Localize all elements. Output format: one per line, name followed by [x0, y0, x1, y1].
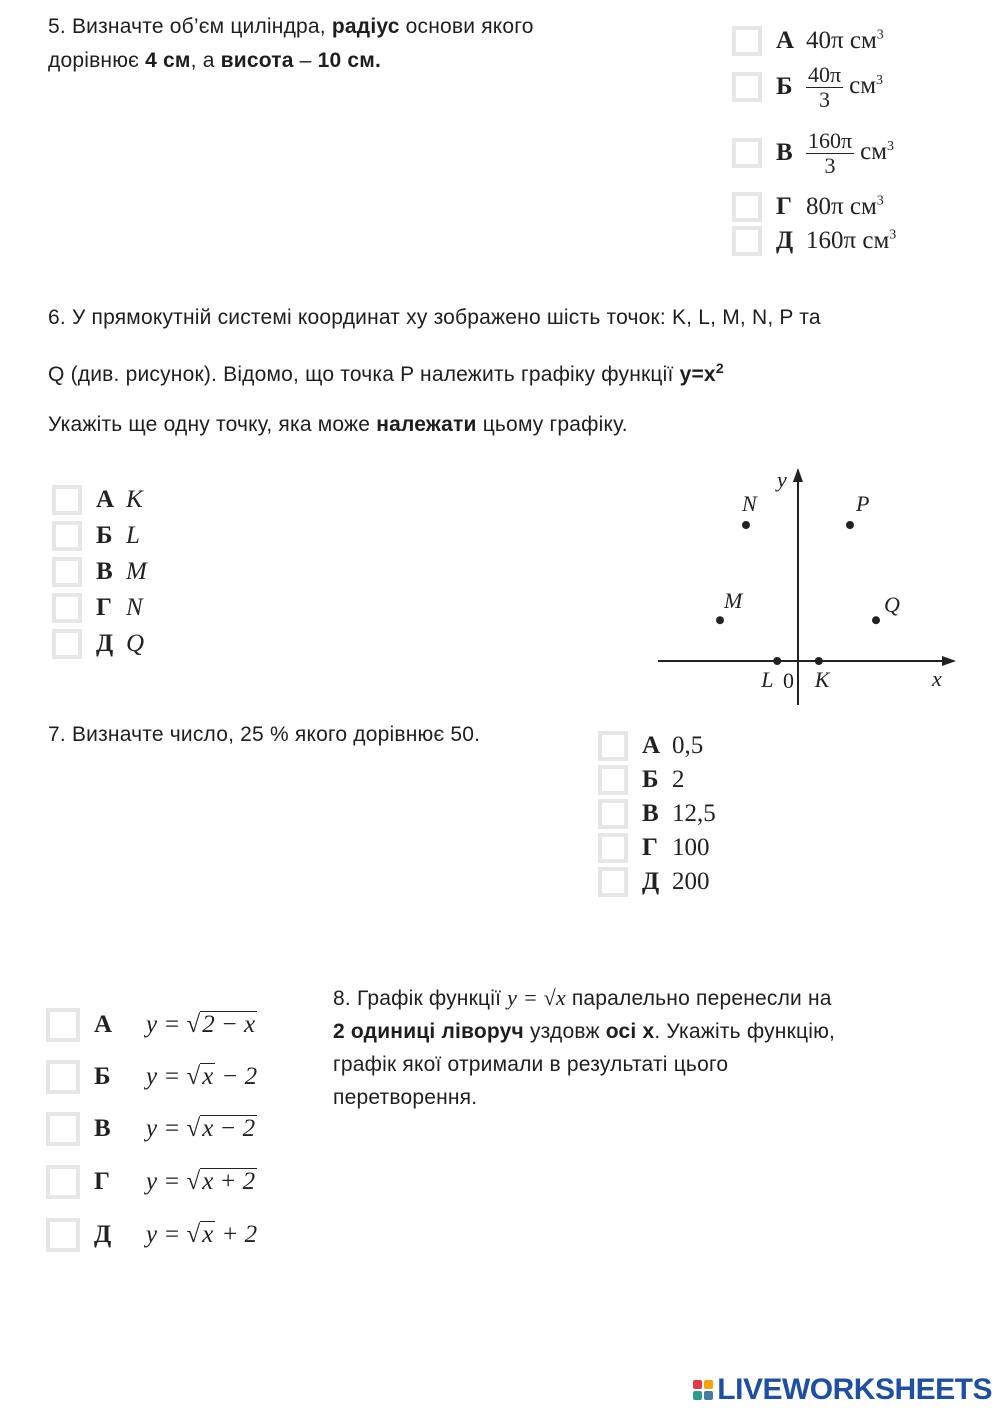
q8-option-g[interactable]: Г y = √x + 2	[46, 1165, 257, 1199]
logo-mark-icon	[693, 1380, 713, 1400]
q5-option-b[interactable]: Б $\frac{40\pi}{3}$ $см^3$	[732, 72, 883, 102]
checkbox[interactable]	[598, 731, 628, 761]
y-axis-label: y	[777, 467, 787, 492]
checkbox[interactable]	[46, 1165, 80, 1199]
point-label-p: P	[856, 491, 870, 516]
checkbox[interactable]	[732, 26, 762, 56]
q7-option-g[interactable]: Г 100	[598, 833, 710, 863]
checkbox[interactable]	[46, 1112, 80, 1146]
q6-text: 6. У прямокутній системі координат xy зображено шість точок: K, L, M, N, P та Q (див. рисунок). Відомо, що точка P належить графіку функції $y=x^2$ Укажіть ще одну точку, яка може належати цьому графіку.	[48, 306, 821, 436]
q8-text: 8. Графік функції y = √x паралельно перенесли на 2 одиниці ліворуч уздовж осі x. Укажіть функцію, графік якої отримали в результаті цього перетворення.	[333, 985, 836, 1109]
checkbox[interactable]	[52, 485, 82, 515]
q7-option-b[interactable]: Б 2	[598, 765, 685, 795]
point-p	[846, 521, 854, 529]
checkbox[interactable]	[732, 192, 762, 222]
checkbox[interactable]	[52, 521, 82, 551]
liveworksheets-logo: LIVEWORKSHEETS	[693, 1373, 992, 1407]
point-k	[815, 657, 823, 665]
q5-option-d[interactable]: Д 160π $см^3$	[732, 226, 896, 256]
point-label-k: K	[814, 667, 830, 692]
coordinate-plot	[650, 460, 970, 715]
checkbox[interactable]	[46, 1218, 80, 1252]
point-q	[872, 616, 880, 624]
checkbox[interactable]	[732, 226, 762, 256]
x-axis-label: x	[932, 666, 942, 691]
q7-option-a[interactable]: А 0,5	[598, 731, 703, 761]
point-label-n: N	[742, 491, 757, 516]
point-l	[773, 657, 781, 665]
q7-option-v[interactable]: В 12,5	[598, 799, 716, 829]
point-label-l: L	[761, 667, 774, 692]
origin-label: 0	[783, 668, 794, 693]
checkbox[interactable]	[732, 138, 762, 168]
checkbox[interactable]	[52, 593, 82, 623]
q6-option-v[interactable]: В M	[52, 557, 147, 587]
checkbox[interactable]	[46, 1008, 80, 1042]
checkbox[interactable]	[732, 72, 762, 102]
q5-option-v[interactable]: В $\frac{160\pi}{3}$ $см^3$	[732, 138, 894, 168]
point-label-q: Q	[884, 592, 900, 618]
q6-option-b[interactable]: Б L	[52, 521, 140, 551]
checkbox[interactable]	[598, 765, 628, 795]
q8-option-b[interactable]: Б y = √x − 2	[46, 1060, 257, 1094]
q8-option-v[interactable]: В y = √x − 2	[46, 1112, 257, 1146]
q7-option-d[interactable]: Д 200	[598, 867, 710, 897]
q5-option-a[interactable]: А 40π $см^3$	[732, 26, 884, 56]
q8-option-a[interactable]: А y = √2 − x	[46, 1008, 257, 1042]
q6-option-d[interactable]: Д Q	[52, 629, 144, 659]
checkbox[interactable]	[598, 799, 628, 829]
checkbox[interactable]	[52, 557, 82, 587]
point-n	[742, 521, 750, 529]
checkbox[interactable]	[52, 629, 82, 659]
q5-text: 5. Визначте об’єм циліндра, радіус основи якого дорівнює 4 см, а висота – 10 см.	[48, 15, 534, 72]
point-label-m: M	[724, 588, 743, 614]
q7-text: 7. Визначте число, 25 % якого дорівнює 50.	[48, 723, 481, 746]
checkbox[interactable]	[46, 1060, 80, 1094]
checkbox[interactable]	[598, 833, 628, 863]
point-m	[716, 616, 724, 624]
q6-option-a[interactable]: А K	[52, 485, 143, 515]
q6-option-g[interactable]: Г N	[52, 593, 143, 623]
q5-option-g[interactable]: Г 80π $см^3$	[732, 192, 884, 222]
checkbox[interactable]	[598, 867, 628, 897]
q8-option-d[interactable]: Д y = √x + 2	[46, 1218, 257, 1252]
